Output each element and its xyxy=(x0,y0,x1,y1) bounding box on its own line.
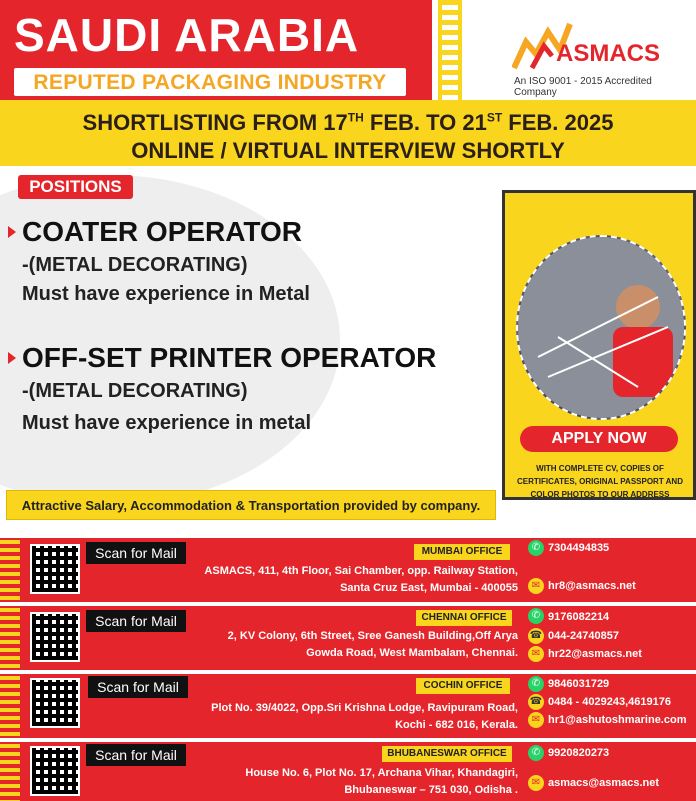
office-email[interactable]: hr22@asmacs.net xyxy=(548,648,642,660)
office-phone[interactable]: 9846031729 xyxy=(548,678,610,690)
office-email[interactable]: hr1@ashutoshmarine.com xyxy=(548,714,687,726)
scan-for-mail-label: Scan for Mail xyxy=(86,610,186,632)
office-phone[interactable]: 9176082214 xyxy=(548,611,610,623)
qr-code-icon[interactable] xyxy=(30,612,80,662)
job-title-printer: OFF-SET PRINTER OPERATOR xyxy=(22,342,437,373)
office-address: House No. 6, Plot No. 17, Archana Vihar, Khandagiri, Bhubaneswar – 751 030, Odisha . xyxy=(245,767,518,796)
decorative-ladder xyxy=(0,540,20,600)
whatsapp-icon: ✆ xyxy=(528,608,544,624)
shortlisting-dates: SHORTLISTING FROM 17TH FEB. TO 21ST FEB. 2025 xyxy=(82,110,614,135)
office-name: BHUBANESWAR OFFICE xyxy=(382,746,512,762)
office-landline[interactable]: 0484 - 4029243,4619176 xyxy=(548,696,671,708)
arrow-bullet-icon xyxy=(8,226,16,238)
qr-code-icon[interactable] xyxy=(30,678,80,728)
worker-photo xyxy=(516,235,686,420)
interview-note: ONLINE / VIRTUAL INTERVIEW SHORTLY xyxy=(131,138,565,163)
industry-subtitle: REPUTED PACKAGING INDUSTRY xyxy=(33,71,387,94)
email-icon: ✉ xyxy=(528,646,544,662)
phone-icon: ☎ xyxy=(528,628,544,644)
email-icon: ✉ xyxy=(528,712,544,728)
job-detail-printer-1: -(METAL DECORATING) xyxy=(22,380,248,402)
job-title-coater: COATER OPERATOR xyxy=(22,216,303,247)
qr-code-icon[interactable] xyxy=(30,746,80,796)
scan-for-mail-label: Scan for Mail xyxy=(86,744,186,766)
office-name: MUMBAI OFFICE xyxy=(414,544,510,560)
qr-code-icon[interactable] xyxy=(30,544,80,594)
logo-name: ASMACS xyxy=(556,40,661,67)
scan-for-mail-label: Scan for Mail xyxy=(86,542,186,564)
job-detail-printer-2: Must have experience in metal xyxy=(22,412,312,434)
office-name: CHENNAI OFFICE xyxy=(416,610,512,626)
positions-label: POSITIONS xyxy=(18,175,133,199)
office-address: Plot No. 39/4022, Opp.Sri Krishna Lodge, Ravipuram Road, Kochi - 682 016, Kerala. xyxy=(211,702,518,731)
office-landline[interactable]: 044-24740857 xyxy=(548,630,619,642)
email-icon: ✉ xyxy=(528,578,544,594)
office-address: 2, KV Colony, 6th Street, Sree Ganesh Building,Off Arya Gowda Road, West Mambalam, Chennai. xyxy=(227,630,518,659)
office-email[interactable]: hr8@asmacs.net xyxy=(548,580,636,592)
email-icon: ✉ xyxy=(528,775,544,791)
phone-icon: ☎ xyxy=(528,694,544,710)
benefits-banner: Attractive Salary, Accommodation & Transportation provided by company. xyxy=(6,490,496,520)
whatsapp-icon: ✆ xyxy=(528,540,544,556)
apply-now-button[interactable]: APPLY NOW xyxy=(520,426,678,452)
arrow-bullet-icon xyxy=(8,352,16,364)
decorative-ladder xyxy=(438,0,462,100)
scan-for-mail-label: Scan for Mail xyxy=(88,676,188,698)
office-phone[interactable]: 9920820273 xyxy=(548,747,610,759)
job-detail-coater-1: -(METAL DECORATING) xyxy=(22,254,248,276)
apply-instructions: WITH COMPLETE CV, COPIES OF CERTIFICATES, ORIGINAL PASSPORT AND COLOR PHOTOS TO OUR ADDRESS xyxy=(517,464,683,499)
office-email[interactable]: asmacs@asmacs.net xyxy=(548,777,660,789)
whatsapp-icon: ✆ xyxy=(528,676,544,692)
job-detail-coater-2: Must have experience in Metal xyxy=(22,283,310,305)
logo-tagline: An ISO 9001 - 2015 Accredited Company xyxy=(514,76,652,98)
decorative-ladder xyxy=(0,676,20,736)
office-address: ASMACS, 411, 4th Floor, Sai Chamber, opp. Railway Station, Santa Cruz East, Mumbai - 400055 xyxy=(204,565,518,594)
decorative-ladder xyxy=(0,744,20,801)
office-phone[interactable]: 7304494835 xyxy=(548,542,610,554)
country-title: SAUDI ARABIA xyxy=(14,9,360,61)
decorative-ladder xyxy=(0,608,20,668)
whatsapp-icon: ✆ xyxy=(528,745,544,761)
office-name: COCHIN OFFICE xyxy=(416,678,510,694)
